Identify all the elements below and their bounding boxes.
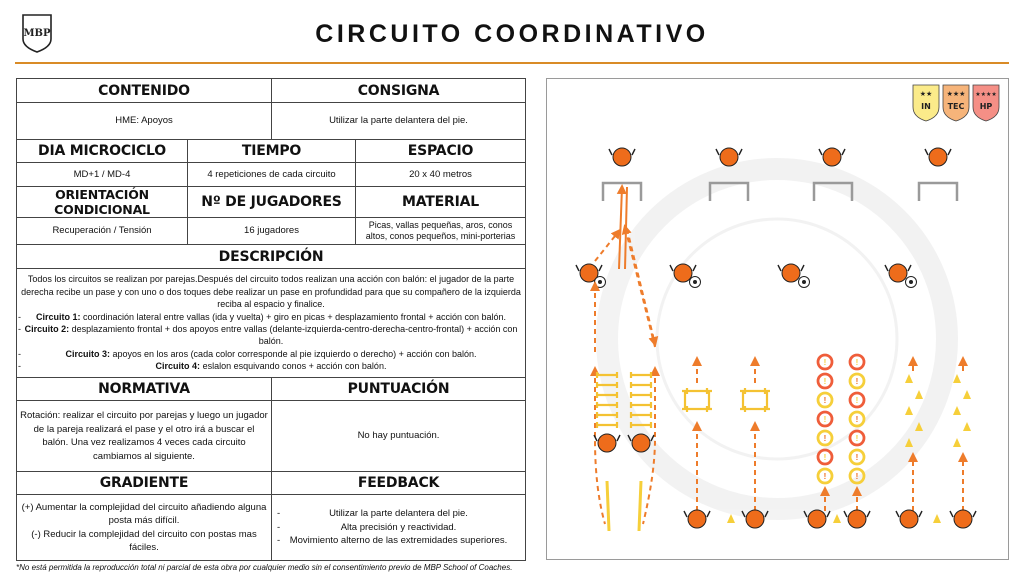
jugadores-value: 16 jugadores: [188, 218, 356, 245]
gradiente-line: (-) Reducir la complejidad del circuito con postas mas fáciles.: [31, 528, 257, 553]
mini-goal: [919, 183, 957, 201]
espacio-value: 20 x 40 metros: [356, 163, 526, 187]
diagram-canvas: [547, 79, 1009, 560]
page-title: CIRCUITO COORDINATIVO: [315, 20, 709, 48]
circuito-item: - Circuito 3: apoyos en los aros (cada color corresponde al pie izquierdo o derecho) + acción con balón.: [18, 348, 477, 359]
title-divider: [15, 62, 1009, 64]
player-start: [594, 434, 620, 452]
cone-icon: [933, 514, 941, 523]
dia-label: DIA MICROCICLO: [17, 140, 188, 163]
contenido-value: HME: Apoyos: [17, 103, 272, 140]
svg-text:HP: HP: [979, 102, 993, 111]
copyright-footnote: *No está permitida la reproducción total ni parcial de esta obra por cualquier medio sin el consentimiento previo de MBP School of Coaches.: [16, 563, 513, 572]
svg-text:TEC: TEC: [947, 102, 965, 111]
contenido-label: CONTENIDO: [17, 79, 272, 103]
descripcion-intro: Todos los circuitos se realizan por parejas.Después del circuito todos realizan una acción con balón: el jugador de la parte derecha recibe un pase y con uno o dos toques debe realizar un pase en profundidad para que su compañero de la izquierda reciba al espacio y finalice.: [21, 274, 521, 310]
descripcion-label: DESCRIPCIÓN: [17, 245, 526, 269]
consigna-value: Utilizar la parte delantera del pie.: [272, 103, 526, 140]
svg-text:★★★★: ★★★★: [975, 92, 997, 98]
orientacion-label: ORIENTACIÓN CONDICIONAL: [17, 187, 188, 218]
player-start: [896, 510, 922, 528]
agility-rings: [818, 355, 864, 483]
espacio-label: ESPACIO: [356, 140, 526, 163]
tiempo-value: 4 repeticiones de cada circuito: [188, 163, 356, 187]
cone-icon: [833, 514, 841, 523]
feedback-label: FEEDBACK: [272, 472, 526, 495]
material-value: Picas, vallas pequeñas, aros, conos altos, conos pequeños, mini-porterias: [356, 218, 526, 245]
badge-hp: [973, 85, 999, 121]
normativa-value: Rotación: realizar el circuito por parejas y luego un jugador de la pareja realizará el pase y el otro irá a buscar el balón. Una vez realizamos 4 veces cada circuito cambiamos al siguiente.: [17, 401, 272, 472]
circuito-item: - Circuito 1: coordinación lateral entre vallas (ida y vuelta) + giro en picas + desplazamiento frontal + acción con balón.: [18, 311, 507, 322]
svg-text:★★★: ★★★: [946, 91, 966, 98]
ball-icon: [906, 277, 917, 288]
puntuacion-value: No hay puntuación.: [272, 401, 526, 472]
consigna-label: CONSIGNA: [272, 79, 526, 103]
material-label: MATERIAL: [356, 187, 526, 218]
session-sheet: [16, 78, 526, 561]
logo-text: MBP: [23, 28, 51, 39]
descripcion-body: [17, 269, 526, 378]
watermark: [607, 169, 947, 509]
cross-hurdles: [682, 388, 770, 412]
cone-icon: [727, 514, 735, 523]
player-start: [950, 510, 976, 528]
dia-value: MD+1 / MD-4: [17, 163, 188, 187]
player-top: [819, 148, 845, 166]
ball-icon: [595, 277, 606, 288]
circuito-item: - Circuito 2: desplazamiento frontal + dos apoyos entre vallas (delante-izquierda-centro-derecha-centro-frontal) + acción con balón.: [18, 324, 518, 347]
badge-tec: [943, 85, 969, 121]
puntuacion-label: PUNTUACIÓN: [272, 378, 526, 401]
jugadores-label: Nº DE JUGADORES: [188, 187, 356, 218]
player-top: [609, 148, 635, 166]
svg-text:★★: ★★: [919, 91, 933, 98]
feedback-line: - Alta precisión y reactividad.: [277, 521, 457, 533]
gradiente-value: [17, 495, 272, 561]
player-start: [844, 510, 870, 528]
svg-text:IN: IN: [921, 102, 931, 111]
orientacion-value: Recuperación / Tensión: [17, 218, 188, 245]
player-start: [684, 510, 710, 528]
feedback-value: [272, 495, 526, 561]
exercise-diagram: [546, 78, 1009, 560]
badge-in: [913, 85, 939, 121]
normativa-label: NORMATIVA: [17, 378, 272, 401]
gradiente-line: (+) Aumentar la complejidad del circuito añadiendo alguna posta más difícil.: [21, 501, 267, 526]
ball-icon: [690, 277, 701, 288]
gradiente-label: GRADIENTE: [17, 472, 272, 495]
circuito-item: - Circuito 4: eslalon esquivando conos + acción con balón.: [18, 361, 387, 372]
player-top: [925, 148, 951, 166]
pole: [607, 481, 641, 531]
ball-icon: [799, 277, 810, 288]
feedback-line: - Movimiento alterno de las extremidades superiores.: [277, 535, 508, 547]
feedback-line: - Utilizar la parte delantera del pie.: [277, 508, 468, 520]
tiempo-label: TIEMPO: [188, 140, 356, 163]
